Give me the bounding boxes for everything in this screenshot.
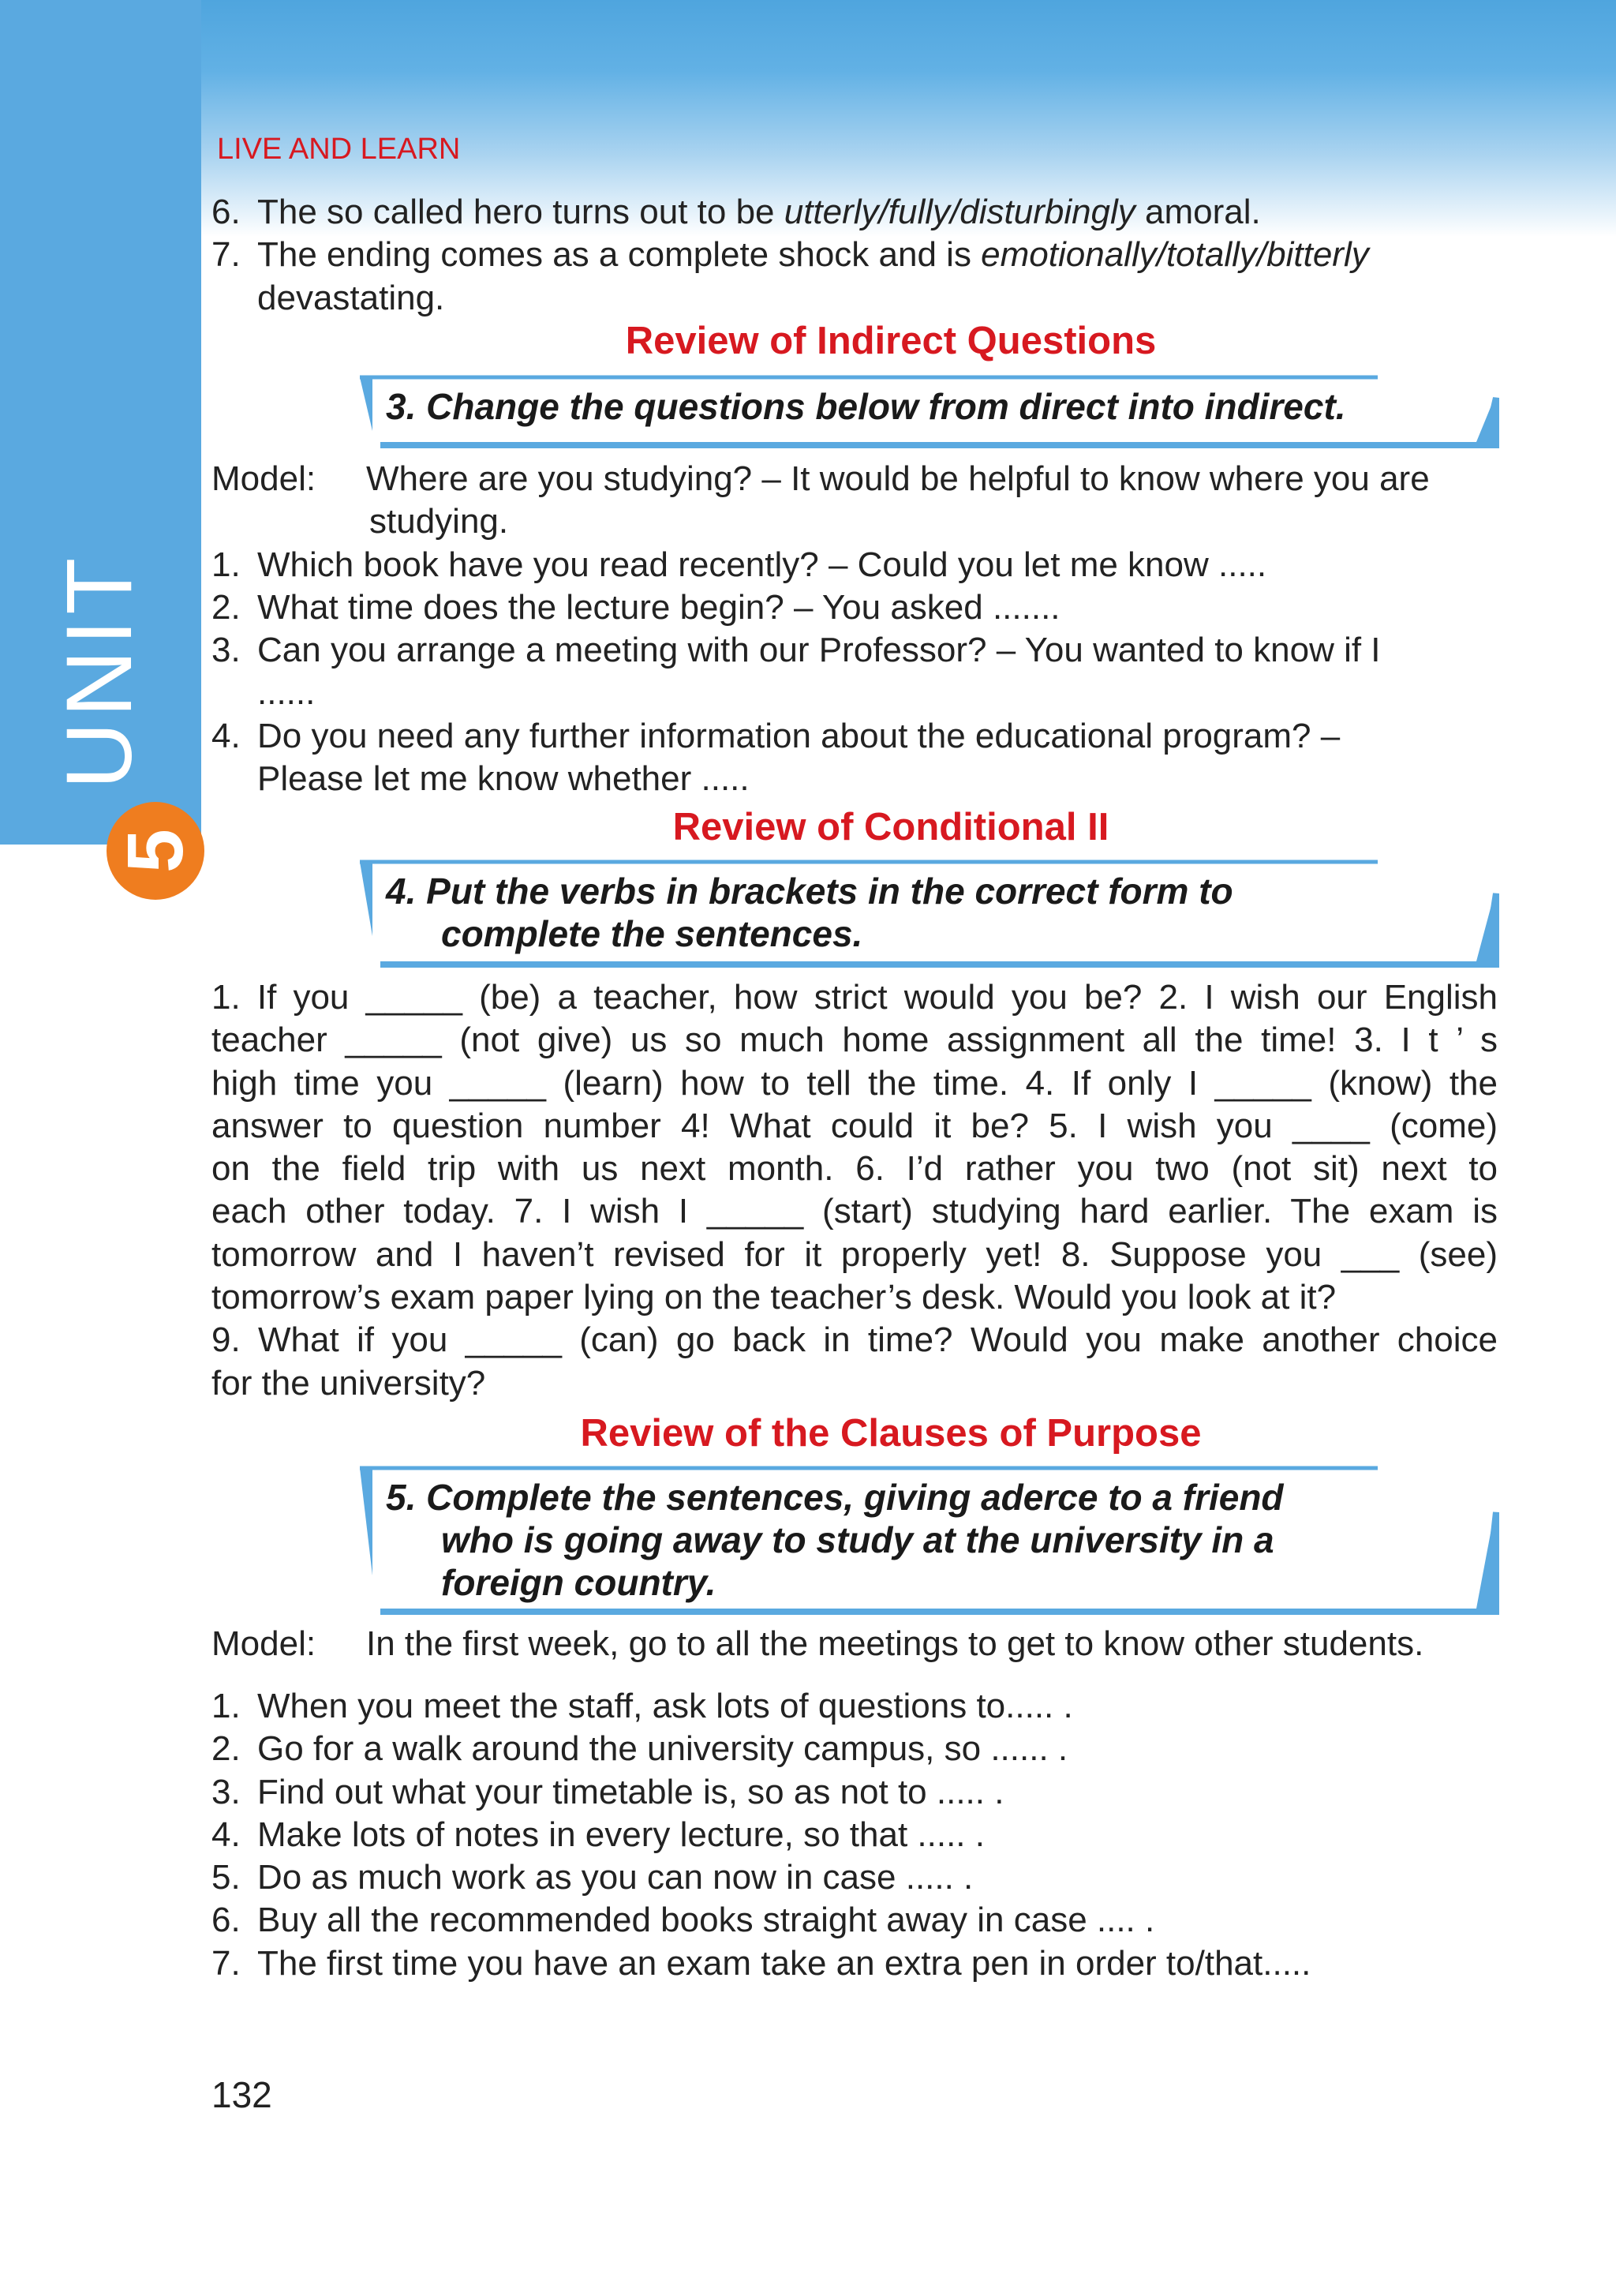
- page-number: 132: [211, 2074, 272, 2115]
- list-item: 1. When you meet the staff, ask lots of questions to..... .: [211, 1687, 1073, 1725]
- task-banner: [360, 859, 1500, 969]
- list-item: 5. Do as much work as you can now in case ..... .: [211, 1858, 974, 1897]
- list-item: 7. The ending comes as a complete shock and is emotionally/totally/bitterly: [211, 235, 1369, 275]
- section3-content: Model: Where are you studying? – It would be helpful to know where you are studying. 1. Which book have you read recently? – Could you let me know ..... 2. What time does the lecture begin? – You asked ....... 3. Can you arrange a meeting with our Professor? – You wanted to know if I ...... 4. Do you need any further information about the educational program? – Please let me know whether .....: [211, 458, 1498, 800]
- section5-model: [211, 1623, 1498, 1665]
- unit-number: 5: [111, 829, 200, 873]
- task-instruction: 3. Change the questions below from direct into indirect.: [386, 386, 1346, 427]
- model-example: Model: In the first week, go to all the meetings to get to know other students.: [211, 1624, 1424, 1663]
- list-item: 3. Can you arrange a meeting with our Professor? – You wanted to know if I: [211, 631, 1381, 670]
- section5-list: [211, 1685, 1498, 1985]
- model-example: Model: Where are you studying? – It would be helpful to know where you are: [211, 459, 1430, 498]
- task-instruction: 5. Complete the sentences, giving aderce to a friend who is going away to study at the university in a foreign country.: [386, 1477, 1284, 1603]
- task-banner: [360, 374, 1500, 445]
- list-item: 2. What time does the lecture begin? – You asked .......: [211, 587, 1060, 627]
- task-instruction: 4. Put the verbs in brackets in the correct form to complete the sentences.: [386, 871, 1233, 954]
- section-title: Review of Indirect Questions: [625, 320, 1157, 362]
- list-item: 7. The first time you have an exam take an extra pen in order to/that.....: [211, 1943, 1311, 1983]
- intro-list: 6. The so called hero turns out to be utterly/fully/disturbingly amoral. 7. The ending comes as a complete shock and is emotionally/totally/bitterly devastating.: [211, 191, 1498, 320]
- list-item: 4. Do you need any further information about the educational program? –: [211, 716, 1341, 755]
- list-item: 3. Find out what your timetable is, so as not to ..... .: [211, 1772, 1004, 1811]
- section4-content: 1. If you _____ (be) a teacher, how strict would you be? 2. I wish our English teacher _____ (not give) us so much home assignment all the time! 3. I t ’ s high time you _____ (learn) how to tell the time. 4. If only I _____ (know) the answer to question number 4! What could it be? 5. I wish you ____ (come) on the field trip with us next month. 6. I’d rather you two (not sit) next to each other today. 7. I wish I _____ (start) studying hard earlier. The exam is tomorrow and I haven’t revised for it properly yet! 8. Suppose you ___ (see) tomorrow’s exam paper lying on the teacher’s desk. Would you look at it? 9. What if you _____ (can) go back in time? Would you make another choice for the university?: [211, 978, 1498, 1403]
- section-title: Review of the Clauses of Purpose: [580, 1412, 1202, 1455]
- list-item: 1. Which book have you read recently? – Could you let me know .....: [211, 545, 1267, 584]
- list-item: 4. Make lots of notes in every lecture, so that ..... .: [211, 1815, 985, 1854]
- section-title: Review of Conditional II: [672, 806, 1109, 848]
- section-header: LIVE AND LEARN: [217, 133, 461, 166]
- list-item: 6. Buy all the recommended books straight away in case .... .: [211, 1901, 1155, 1940]
- unit-label: UNIT: [47, 552, 152, 789]
- task-banner: [360, 1465, 1500, 1615]
- list-item: 2. Go for a walk around the university campus, so ...... .: [211, 1729, 1068, 1769]
- list-item: 6. The so called hero turns out to be utterly/fully/disturbingly amoral.: [211, 193, 1261, 231]
